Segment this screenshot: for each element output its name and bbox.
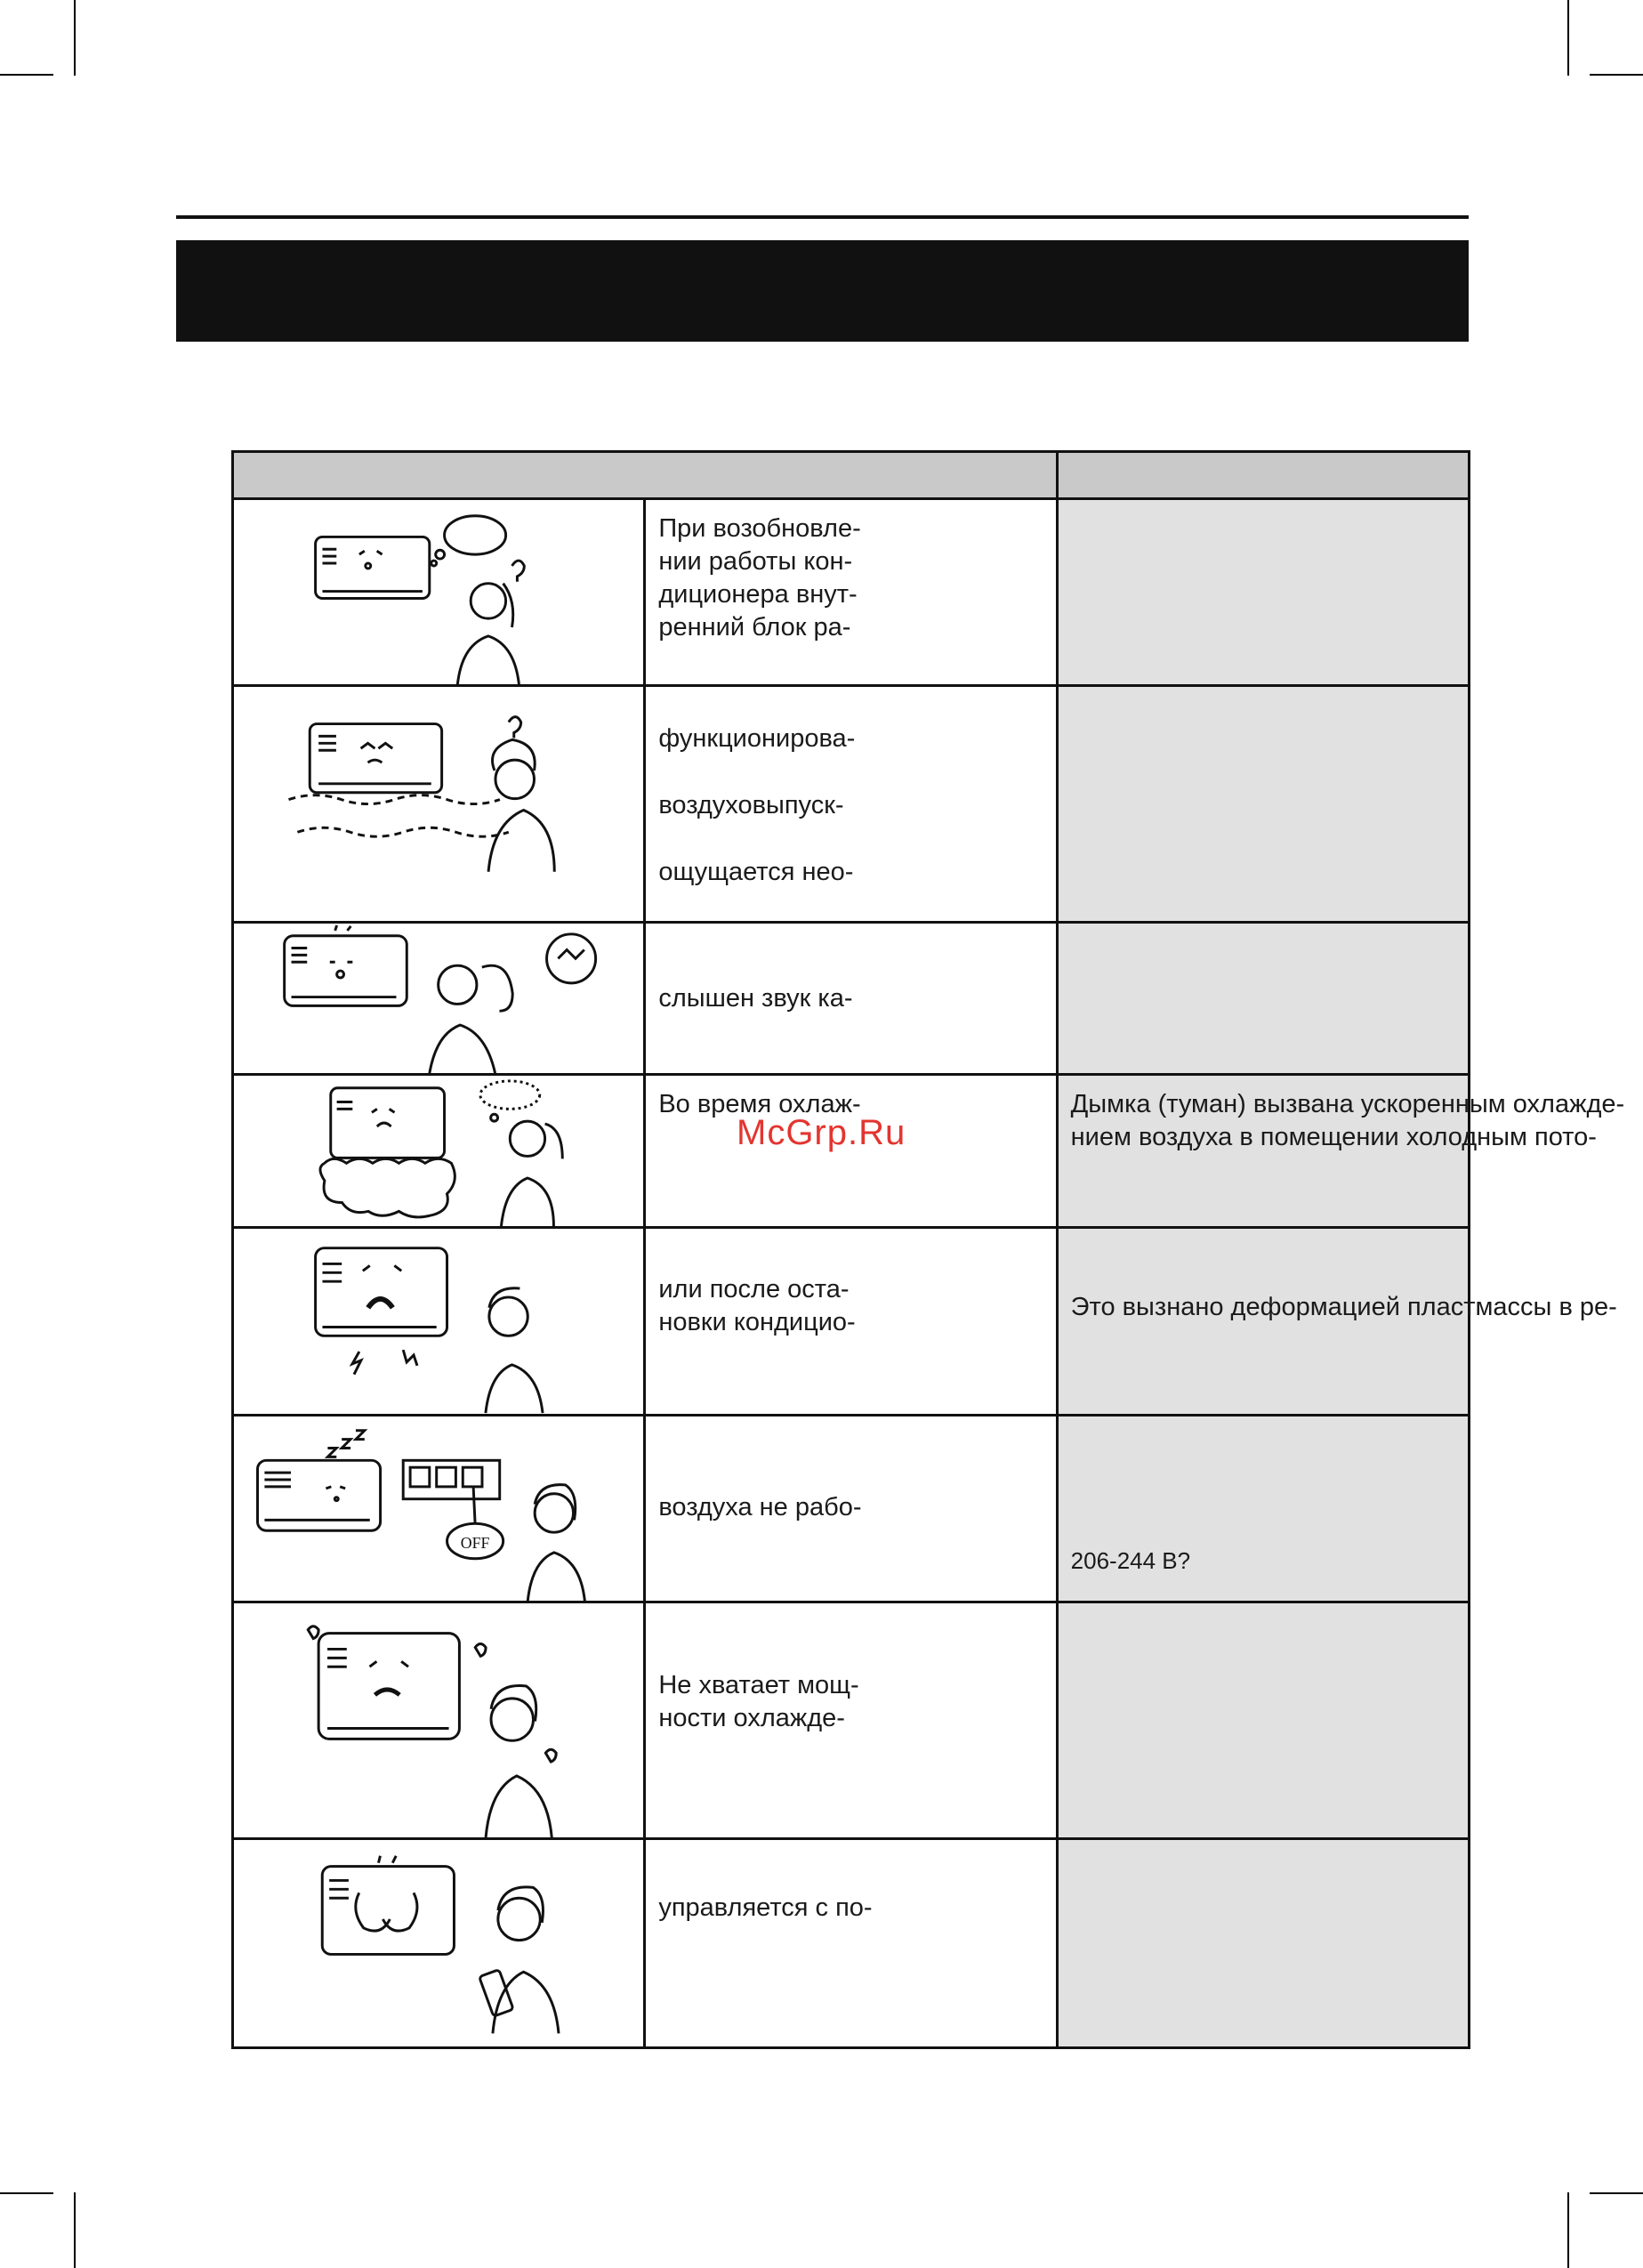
illustration-cell	[233, 1075, 645, 1228]
question-line: управляется с по-	[658, 1893, 873, 1922]
table-header-row	[233, 452, 1470, 499]
crop-mark	[1567, 2192, 1569, 2268]
crop-mark	[1590, 2192, 1643, 2194]
ac-unit-confused-woman-icon	[234, 500, 643, 684]
answer-cell	[1057, 923, 1469, 1075]
question-line: Не хватает мощ-	[658, 1670, 859, 1699]
ac-unit-cracking-sound-girl-icon	[234, 924, 643, 1073]
table-row	[233, 1838, 1470, 2047]
question-cell	[645, 499, 1057, 686]
table-row	[233, 686, 1470, 923]
ac-unit-remote-man-icon	[234, 1840, 643, 2046]
question-line: ренний блок ра-	[658, 613, 851, 642]
question-line: нии работы кон-	[658, 547, 853, 577]
answer-cell	[1057, 1075, 1625, 1228]
crop-mark	[1590, 74, 1643, 76]
crop-mark	[74, 2192, 76, 2268]
troubleshooting-table	[231, 450, 1625, 2049]
answer-cell	[1057, 1415, 1469, 1602]
question-line: воздуховыпуск-	[658, 791, 844, 820]
table-row	[233, 1602, 1470, 1838]
header-cell-symptom	[233, 452, 1058, 499]
top-rule	[176, 215, 1469, 219]
illustration-cell	[233, 686, 645, 923]
ac-unit-off-switch-woman-icon	[234, 1416, 643, 1601]
answer-note: 206-244 В?	[1070, 1546, 1191, 1574]
table-row	[233, 923, 1470, 1075]
illustration-cell	[233, 499, 645, 686]
table-row	[233, 1228, 1470, 1415]
ac-unit-crack-man-icon	[234, 1229, 643, 1413]
answer-line: Это вызнано деформацией пластмассы в ре-	[1070, 1293, 1617, 1322]
illustration-cell	[233, 923, 645, 1075]
question-cell	[645, 686, 1057, 923]
crop-mark	[0, 2192, 53, 2194]
question-cell	[645, 1838, 1057, 2047]
answer-cell	[1057, 1228, 1617, 1415]
header-band	[176, 240, 1469, 342]
illustration-cell	[233, 1838, 645, 2047]
ac-unit-draft-woman-icon	[234, 687, 643, 921]
question-line: функционирова-	[658, 724, 856, 754]
crop-mark	[1567, 0, 1569, 76]
answer-cell	[1057, 686, 1469, 923]
question-cell	[645, 1602, 1057, 1838]
question-line: ощущается нео-	[658, 858, 854, 887]
crop-mark	[0, 74, 53, 76]
watermark: McGrp.Ru	[737, 1113, 906, 1152]
answer-cell	[1057, 1838, 1469, 2047]
question-cell	[645, 1228, 1057, 1415]
off-switch-label: OFF	[460, 1533, 490, 1552]
ac-unit-hot-man-icon	[234, 1603, 643, 1837]
question-line: При возобновле-	[658, 514, 861, 544]
question-line: воздуха не рабо-	[658, 1492, 862, 1521]
illustration-cell	[233, 1228, 645, 1415]
answer-cell	[1057, 1602, 1469, 1838]
crop-mark	[74, 0, 76, 76]
question-line: или после оста-	[658, 1275, 850, 1304]
question-line: диционера внут-	[658, 580, 858, 609]
question-cell	[645, 923, 1057, 1075]
question-line: ности охлажде-	[658, 1703, 845, 1732]
illustration-cell	[233, 1602, 645, 1838]
question-line: Во время охлаж-	[658, 1090, 861, 1119]
illustration-cell	[233, 1415, 645, 1602]
question-line: слышен звук ка-	[658, 984, 853, 1013]
question-line: новки кондицио-	[658, 1308, 856, 1337]
ac-unit-mist-woman-icon	[234, 1076, 643, 1226]
answer-cell	[1057, 499, 1469, 686]
answer-line: нием воздуха в помещении холодным пото-	[1070, 1123, 1597, 1152]
answer-line: Дымка (туман) вызвана ускоренным охлажде-	[1070, 1090, 1625, 1119]
question-cell	[645, 1415, 1057, 1602]
table-row	[233, 1415, 1470, 1602]
header-cell-cause	[1057, 452, 1469, 499]
table-row	[233, 499, 1470, 686]
